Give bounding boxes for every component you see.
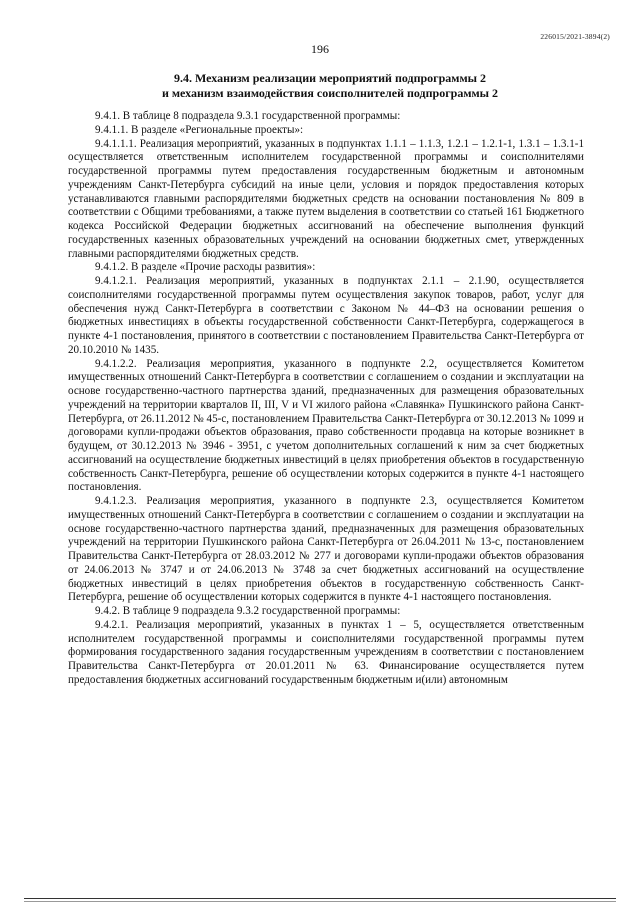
footer-rule	[24, 898, 616, 899]
section-heading	[80, 71, 580, 101]
paragraph: 9.4.1. В таблице 8 подраздела 9.3.1 государственной программы:	[95, 110, 401, 122]
section-heading-line-1: 9.4. Механизм реализации мероприятий подпрограммы 2	[173, 71, 487, 85]
paragraph: 9.4.1.1.1. Реализация мероприятий, указанных в подпунктах 1.1.1 – 1.1.3, 1.2.1 – 1.2.1-1, 1.3.1 – 1.3.1-1 осуществляется ответственным исполнителем государственной программы и соисполнителями государственной программы путем предоставления государственным бюджетным и автономным учреждениям Санкт-Петербурга субсидий на иные цели, условия и порядок предоставления которых устанавливаются главными распорядителями бюджетных средств на основании постановления № 809 в соответствии с Общими требованиями, а также путем выделения в соответствии со статьей 161 Бюджетного кодекса Российской Федерации бюджетных ассигнований на обеспечение выполнения функций государственных казенных образовательных учреждений на основании бюджетных смет, утвержденных главными распорядителями бюджетных средств.	[68, 137, 584, 260]
document-id: 226015/2021-3894(2)	[540, 32, 610, 41]
footer-rule-secondary	[24, 901, 616, 902]
paragraph: 9.4.1.2.3. Реализация мероприятия, указанного в подпункте 2.3, осуществляется Комитетом имущественных отношений Санкт-Петербурга в соответствии с соглашением о создании и эксплуатации на основе государственно-частного партнерства зданий, предназначенных для размещения образовательных учреждений на территории Пушкинского района Санкт-Петербурга от 26.04.2011 № 13-с, постановлением Правительства Санкт-Петербурга от 28.03.2012 № 277 и договорами купли-продажи объектов образования от 24.06.2013 № 3747 и от 24.06.2013 № 3748 за счет бюджетных ассигнований на осуществление бюджетных инвестиций в целях приобретения объектов в государственную собственность Санкт-Петербурга, решение об осуществлении которых содержится в пункте 4-1 настоящего постановления.	[68, 495, 584, 604]
section-heading-line-2: и механизм взаимодействия соисполнителей подпрограммы 2	[161, 86, 499, 100]
paragraph: 9.4.2.1. Реализация мероприятий, указанных в пунктах 1 – 5, осуществляется ответственным исполнителем государственной программы и соисполнителями государственной программы путем формирования государственного задания государственным учреждениям в соответствии с постановлением Правительства Санкт-Петербурга от 20.01.2011 № 63. Финансирование осуществляется путем предоставления бюджетных ассигнований государственным бюджетным и(или) автономным	[68, 618, 584, 686]
document-body	[68, 110, 584, 688]
paragraph: 9.4.1.2.1. Реализация мероприятий, указанных в подпунктах 2.1.1 – 2.1.90, осуществляется соисполнителями государственной программы путем осуществления закупок товаров, работ, услуг для обеспечения нужд Санкт-Петербурга в соответствии с Законом № 44–ФЗ на основании решения о бюджетных инвестициях в объекты государственной собственности Санкт-Петербурга, содержащегося в пункте 4-1 постановления, принятого в соответствии с постановлением Правительства Санкт-Петербурга от 20.10.2010 № 1435.	[68, 275, 584, 356]
paragraph: 9.4.1.1. В разделе «Региональные проекты»:	[95, 123, 304, 136]
page-number: 196	[311, 42, 329, 56]
paragraph: 9.4.1.2.2. Реализация мероприятия, указанного в подпункте 2.2, осуществляется Комитетом имущественных отношений Санкт-Петербурга в соответствии с соглашением о создании и эксплуатации на основе государственно-частного партнерства зданий, предназначенных для размещения образовательных учреждений на территории кварталов II, III, V и VI жилого района «Славянка» Пушкинского района Санкт-Петербурга, от 26.11.2012 № 45-с, постановлением Правительства Санкт-Петербурга от 30.12.2013 № 1099 и договорами купли-продажи объектов образования, право собственности продавца на которые возникнет в будущем, от 30.12.2013 № 3946 - 3951, с учетом дополнительных соглашений к ним за счет бюджетных ассигнований на осуществление бюджетных инвестиций в целях приобретения объектов в государственную собственность Санкт-Петербурга, решение об осуществлении которых содержится в пункте 4-1 настоящего постановления.	[68, 357, 584, 494]
paragraph: 9.4.1.2. В разделе «Прочие расходы развития»:	[95, 261, 316, 274]
paragraph: 9.4.2. В таблице 9 подраздела 9.3.2 государственной программы:	[95, 605, 401, 617]
